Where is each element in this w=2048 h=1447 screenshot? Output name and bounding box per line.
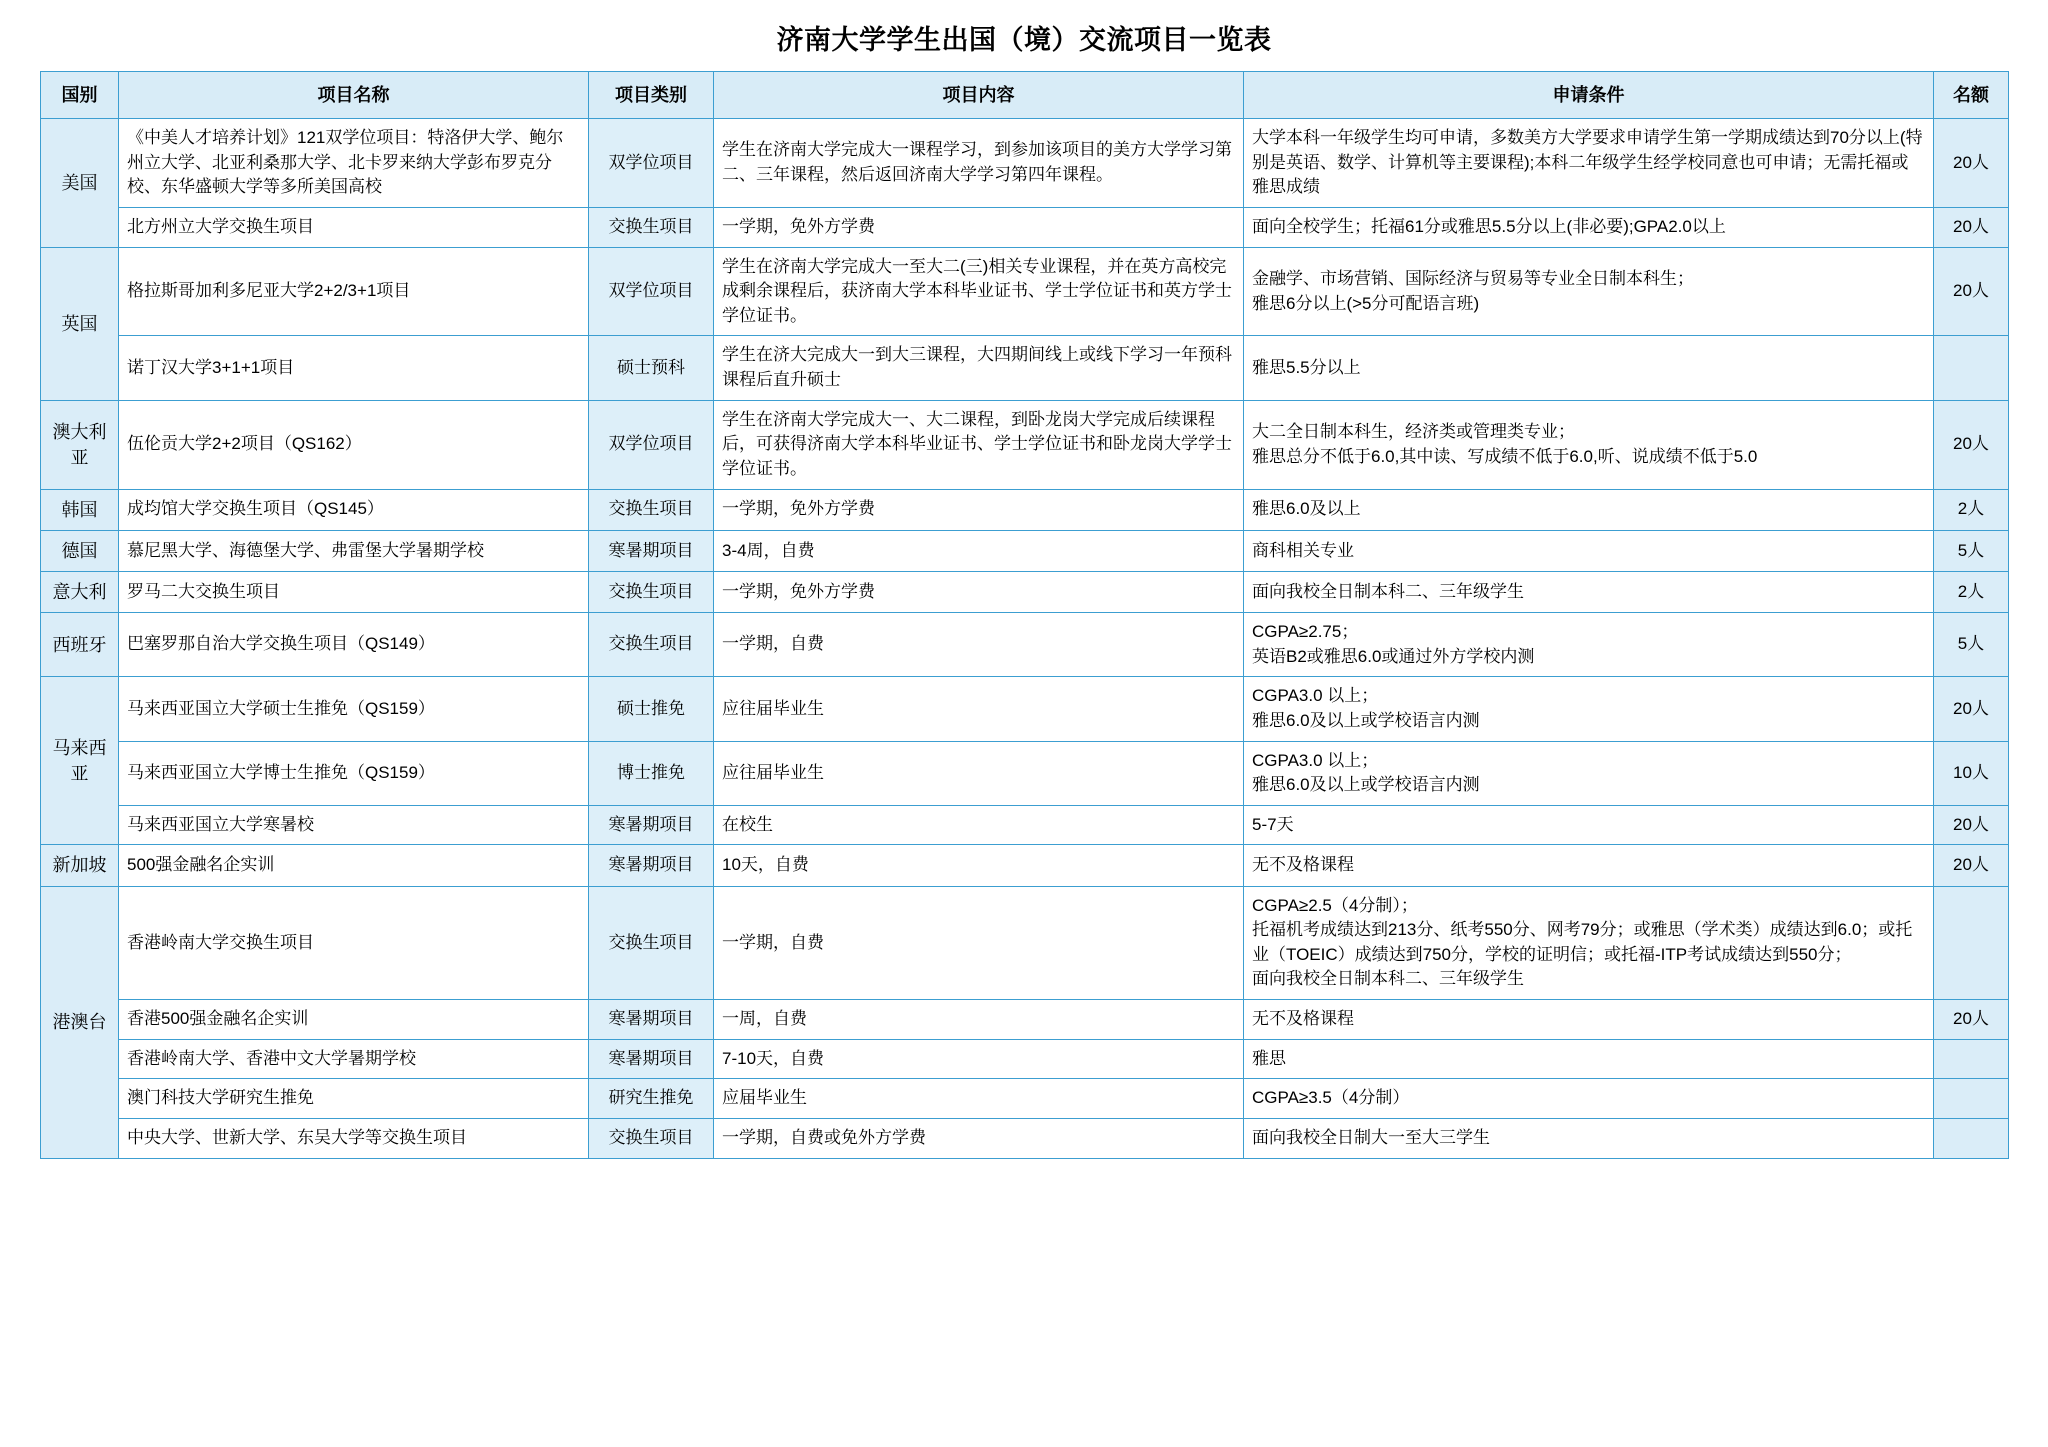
column-header-name: 项目名称 <box>119 72 589 119</box>
cell-requirement: 大二全日制本科生，经济类或管理类专业； 雅思总分不低于6.0,其中读、写成绩不低于6.0,听、说成绩不低于5.0 <box>1244 400 1934 489</box>
cell-quota <box>1934 336 2009 400</box>
cell-requirement: 雅思 <box>1244 1039 1934 1079</box>
table-row <box>41 247 2009 336</box>
table-row <box>41 1039 2009 1079</box>
cell-quota <box>1934 1039 2009 1079</box>
cell-program-content: 应往届毕业生 <box>714 741 1244 805</box>
cell-country: 美国 <box>41 119 119 248</box>
table-row <box>41 571 2009 612</box>
cell-quota: 5人 <box>1934 530 2009 571</box>
cell-program-content: 3-4周，自费 <box>714 530 1244 571</box>
cell-requirement: CGPA≥3.5（4分制） <box>1244 1079 1934 1119</box>
cell-requirement: 面向我校全日制本科二、三年级学生 <box>1244 571 1934 612</box>
cell-program-type: 交换生项目 <box>589 489 714 530</box>
cell-program-content: 学生在济大完成大一到大三课程，大四期间线上或线下学习一年预科课程后直升硕士 <box>714 336 1244 400</box>
column-header-quota: 名额 <box>1934 72 2009 119</box>
cell-requirement: 雅思6.0及以上 <box>1244 489 1934 530</box>
cell-requirement: 无不及格课程 <box>1244 1000 1934 1040</box>
cell-requirement: 无不及格课程 <box>1244 845 1934 886</box>
cell-program-type: 寒暑期项目 <box>589 1039 714 1079</box>
table-header-row <box>41 72 2009 119</box>
cell-requirement: 面向我校全日制大一至大三学生 <box>1244 1119 1934 1159</box>
cell-program-content: 一学期，自费或免外方学费 <box>714 1119 1244 1159</box>
cell-country: 港澳台 <box>41 886 119 1158</box>
cell-quota: 20人 <box>1934 207 2009 247</box>
cell-requirement: 5-7天 <box>1244 805 1934 845</box>
cell-quota: 20人 <box>1934 1000 2009 1040</box>
table-row <box>41 886 2009 1000</box>
cell-quota: 20人 <box>1934 247 2009 336</box>
table-row <box>41 530 2009 571</box>
cell-program-content: 一学期，免外方学费 <box>714 571 1244 612</box>
cell-program-type: 交换生项目 <box>589 1119 714 1159</box>
cell-program-name: 500强金融名企实训 <box>119 845 589 886</box>
cell-requirement: CGPA3.0 以上； 雅思6.0及以上或学校语言内测 <box>1244 677 1934 741</box>
page-title: 济南大学学生出国（境）交流项目一览表 <box>776 25 1272 55</box>
cell-quota: 20人 <box>1934 805 2009 845</box>
cell-quota: 20人 <box>1934 677 2009 741</box>
table-header <box>41 72 2009 119</box>
cell-program-name: 慕尼黑大学、海德堡大学、弗雷堡大学暑期学校 <box>119 530 589 571</box>
table-row <box>41 119 2009 208</box>
cell-country: 澳大利亚 <box>41 400 119 489</box>
column-header-type: 项目类别 <box>589 72 714 119</box>
cell-quota: 20人 <box>1934 400 2009 489</box>
cell-program-name: 香港岭南大学交换生项目 <box>119 886 589 1000</box>
cell-program-content: 应往届毕业生 <box>714 677 1244 741</box>
cell-quota <box>1934 1119 2009 1159</box>
cell-program-type: 寒暑期项目 <box>589 530 714 571</box>
cell-program-content: 学生在济南大学完成大一课程学习，到参加该项目的美方大学学习第二、三年课程，然后返回济南大学学习第四年课程。 <box>714 119 1244 208</box>
table-row <box>41 612 2009 676</box>
cell-program-name: 马来西亚国立大学博士生推免（QS159） <box>119 741 589 805</box>
cell-program-name: 中央大学、世新大学、东吴大学等交换生项目 <box>119 1119 589 1159</box>
exchange-programs-table <box>40 71 2009 1159</box>
table-row <box>41 400 2009 489</box>
cell-country: 英国 <box>41 247 119 400</box>
cell-quota: 20人 <box>1934 119 2009 208</box>
table-row <box>41 1119 2009 1159</box>
cell-program-type: 双学位项目 <box>589 119 714 208</box>
cell-program-type: 交换生项目 <box>589 207 714 247</box>
cell-program-content: 学生在济南大学完成大一、大二课程，到卧龙岗大学完成后续课程后，可获得济南大学本科毕业证书、学士学位证书和卧龙岗大学学士学位证书。 <box>714 400 1244 489</box>
cell-program-content: 一学期，免外方学费 <box>714 207 1244 247</box>
cell-program-type: 寒暑期项目 <box>589 805 714 845</box>
cell-country: 西班牙 <box>41 612 119 676</box>
cell-requirement: CGPA≥2.75； 英语B2或雅思6.0或通过外方学校内测 <box>1244 612 1934 676</box>
cell-program-type: 硕士预科 <box>589 336 714 400</box>
table-row <box>41 677 2009 741</box>
cell-quota: 2人 <box>1934 489 2009 530</box>
cell-quota: 20人 <box>1934 845 2009 886</box>
cell-requirement: 金融学、市场营销、国际经济与贸易等专业全日制本科生； 雅思6分以上(>5分可配语言班) <box>1244 247 1934 336</box>
cell-requirement: 商科相关专业 <box>1244 530 1934 571</box>
cell-program-content: 一学期，自费 <box>714 886 1244 1000</box>
cell-program-name: 马来西亚国立大学硕士生推免（QS159） <box>119 677 589 741</box>
cell-program-name: 诺丁汉大学3+1+1项目 <box>119 336 589 400</box>
cell-country: 韩国 <box>41 489 119 530</box>
cell-program-content: 一学期，自费 <box>714 612 1244 676</box>
cell-program-name: 澳门科技大学研究生推免 <box>119 1079 589 1119</box>
cell-country: 意大利 <box>41 571 119 612</box>
cell-country: 马来西亚 <box>41 677 119 845</box>
cell-program-type: 寒暑期项目 <box>589 1000 714 1040</box>
cell-requirement: CGPA3.0 以上； 雅思6.0及以上或学校语言内测 <box>1244 741 1934 805</box>
cell-program-type: 交换生项目 <box>589 612 714 676</box>
table-row <box>41 741 2009 805</box>
cell-program-name: 香港岭南大学、香港中文大学暑期学校 <box>119 1039 589 1079</box>
cell-requirement: 面向全校学生；托福61分或雅思5.5分以上(非必要);GPA2.0以上 <box>1244 207 1934 247</box>
cell-program-name: 成均馆大学交换生项目（QS145） <box>119 489 589 530</box>
cell-program-type: 硕士推免 <box>589 677 714 741</box>
cell-program-name: 罗马二大交换生项目 <box>119 571 589 612</box>
table-row <box>41 805 2009 845</box>
cell-requirement: 大学本科一年级学生均可申请，多数美方大学要求申请学生第一学期成绩达到70分以上(特别是英语、数学、计算机等主要课程);本科二年级学生经学校同意也可申请；无需托福或雅思成绩 <box>1244 119 1934 208</box>
cell-program-content: 应届毕业生 <box>714 1079 1244 1119</box>
cell-program-name: 格拉斯哥加利多尼亚大学2+2/3+1项目 <box>119 247 589 336</box>
cell-program-type: 双学位项目 <box>589 400 714 489</box>
cell-program-name: 马来西亚国立大学寒暑校 <box>119 805 589 845</box>
cell-program-content: 7-10天，自费 <box>714 1039 1244 1079</box>
cell-program-content: 一周，自费 <box>714 1000 1244 1040</box>
cell-program-type: 交换生项目 <box>589 886 714 1000</box>
cell-requirement: CGPA≥2.5（4分制）； 托福机考成绩达到213分、纸考550分、网考79分；或雅思（学术类）成绩达到6.0；或托业（TOEIC）成绩达到750分，学校的证明信；或托福-ITP考试成绩达到550分； 面向我校全日制本科二、三年级学生 <box>1244 886 1934 1000</box>
cell-country: 德国 <box>41 530 119 571</box>
table-row <box>41 207 2009 247</box>
cell-program-name: 香港500强金融名企实训 <box>119 1000 589 1040</box>
cell-program-type: 双学位项目 <box>589 247 714 336</box>
cell-program-type: 寒暑期项目 <box>589 845 714 886</box>
cell-country: 新加坡 <box>41 845 119 886</box>
cell-quota: 10人 <box>1934 741 2009 805</box>
cell-program-content: 10天，自费 <box>714 845 1244 886</box>
cell-program-name: 《中美人才培养计划》121双学位项目：特洛伊大学、鲍尔州立大学、北亚利桑那大学、北卡罗来纳大学彭布罗克分校、东华盛顿大学等多所美国高校 <box>119 119 589 208</box>
cell-program-type: 研究生推免 <box>589 1079 714 1119</box>
column-header-requirement: 申请条件 <box>1244 72 1934 119</box>
cell-quota: 2人 <box>1934 571 2009 612</box>
cell-quota <box>1934 886 2009 1000</box>
table-row <box>41 489 2009 530</box>
cell-program-type: 博士推免 <box>589 741 714 805</box>
cell-program-content: 一学期，免外方学费 <box>714 489 1244 530</box>
cell-program-content: 在校生 <box>714 805 1244 845</box>
cell-program-name: 巴塞罗那自治大学交换生项目（QS149） <box>119 612 589 676</box>
cell-quota <box>1934 1079 2009 1119</box>
cell-quota: 5人 <box>1934 612 2009 676</box>
cell-program-type: 交换生项目 <box>589 571 714 612</box>
column-header-content: 项目内容 <box>714 72 1244 119</box>
table-row <box>41 1000 2009 1040</box>
table-row <box>41 336 2009 400</box>
cell-program-name: 伍伦贡大学2+2项目（QS162） <box>119 400 589 489</box>
cell-requirement: 雅思5.5分以上 <box>1244 336 1934 400</box>
cell-program-name: 北方州立大学交换生项目 <box>119 207 589 247</box>
column-header-country: 国别 <box>41 72 119 119</box>
cell-program-content: 学生在济南大学完成大一至大二(三)相关专业课程，并在英方高校完成剩余课程后，获济南大学本科毕业证书、学士学位证书和英方学士学位证书。 <box>714 247 1244 336</box>
table-body <box>41 119 2009 1159</box>
table-row <box>41 845 2009 886</box>
table-row <box>41 1079 2009 1119</box>
